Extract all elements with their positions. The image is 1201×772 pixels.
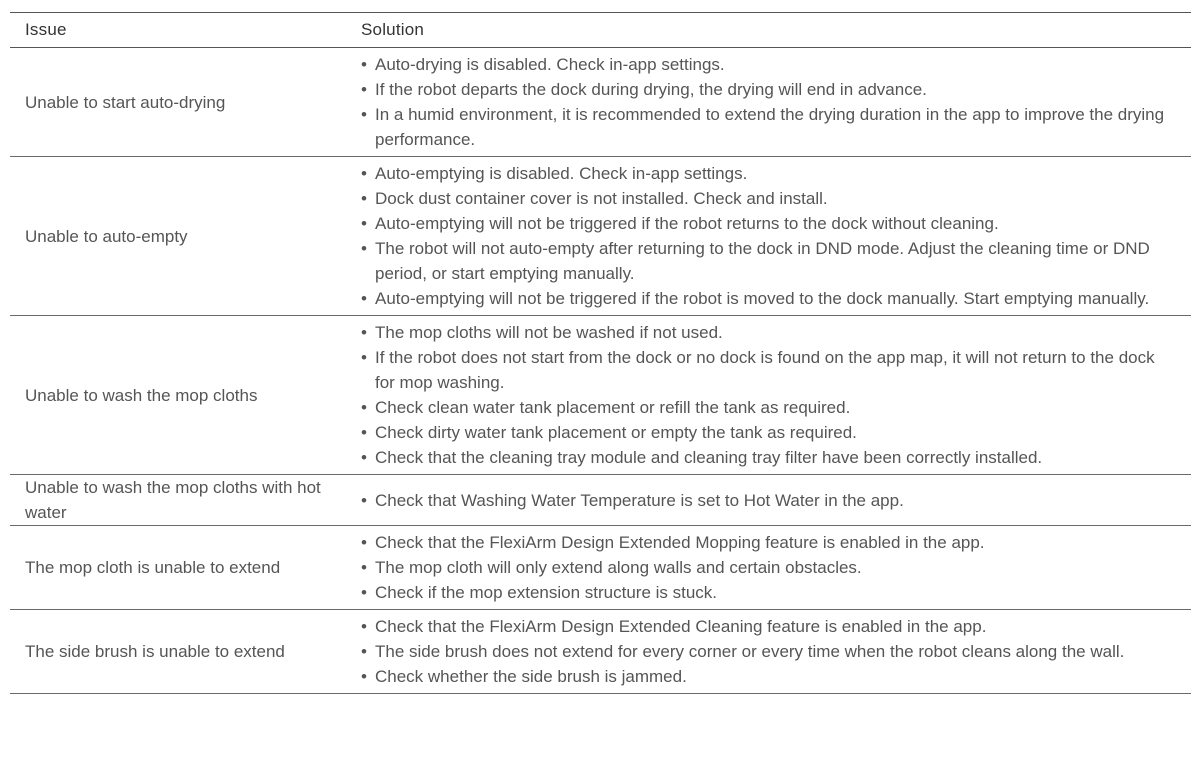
solution-item: • The mop cloths will not be washed if not used. — [361, 320, 1175, 345]
solution-cell — [346, 48, 1191, 157]
solution-item: • In a humid environment, it is recommended to extend the drying duration in the app to improve the drying performance. — [361, 102, 1175, 152]
issue-column-header: Issue — [10, 13, 346, 48]
solution-item: • Auto-drying is disabled. Check in-app settings. — [361, 52, 1175, 77]
troubleshooting-table — [10, 12, 1191, 694]
solution-item: • Check that Washing Water Temperature is set to Hot Water in the app. — [361, 488, 1175, 513]
issue-cell: Unable to start auto-drying — [10, 48, 346, 157]
issue-cell: Unable to auto-empty — [10, 157, 346, 316]
solution-list — [361, 614, 1175, 689]
table-row — [10, 157, 1191, 316]
issue-cell: The side brush is unable to extend — [10, 610, 346, 694]
solution-item: • Dock dust container cover is not installed. Check and install. — [361, 186, 1175, 211]
solution-cell — [346, 316, 1191, 475]
issue-cell: The mop cloth is unable to extend — [10, 526, 346, 610]
solution-item: • Auto-emptying will not be triggered if the robot is moved to the dock manually. Start emptying manually. — [361, 286, 1175, 311]
solution-list — [361, 530, 1175, 605]
solution-column-header: Solution — [346, 13, 1191, 48]
solution-item: • Check that the FlexiArm Design Extended Cleaning feature is enabled in the app. — [361, 614, 1175, 639]
troubleshooting-table-container — [10, 12, 1191, 694]
solution-list — [361, 52, 1175, 152]
solution-item: • Auto-emptying is disabled. Check in-app settings. — [361, 161, 1175, 186]
solution-item: • The side brush does not extend for every corner or every time when the robot cleans along the wall. — [361, 639, 1175, 664]
solution-item: • Check that the FlexiArm Design Extended Mopping feature is enabled in the app. — [361, 530, 1175, 555]
solution-item: • If the robot departs the dock during drying, the drying will end in advance. — [361, 77, 1175, 102]
table-body — [10, 48, 1191, 694]
solution-item: • If the robot does not start from the dock or no dock is found on the app map, it will not return to the dock for mop washing. — [361, 345, 1175, 395]
table-row — [10, 316, 1191, 475]
solution-item: • Check dirty water tank placement or empty the tank as required. — [361, 420, 1175, 445]
table-row — [10, 475, 1191, 526]
solution-cell — [346, 610, 1191, 694]
solution-cell — [346, 157, 1191, 316]
solution-list — [361, 161, 1175, 311]
solution-item: • The robot will not auto-empty after returning to the dock in DND mode. Adjust the cleaning time or DND period, or start emptying manually. — [361, 236, 1175, 286]
table-row — [10, 48, 1191, 157]
issue-cell: Unable to wash the mop cloths with hot water — [10, 475, 346, 526]
solution-item: • Check whether the side brush is jammed. — [361, 664, 1175, 689]
solution-list — [361, 320, 1175, 470]
solution-cell — [346, 526, 1191, 610]
solution-item: • Check that the cleaning tray module and cleaning tray filter have been correctly installed. — [361, 445, 1175, 470]
solution-item: • Auto-emptying will not be triggered if the robot returns to the dock without cleaning. — [361, 211, 1175, 236]
table-row — [10, 610, 1191, 694]
table-row — [10, 526, 1191, 610]
solution-list — [361, 488, 1175, 513]
solution-cell — [346, 475, 1191, 526]
table-header-row — [10, 13, 1191, 48]
solution-item: • Check if the mop extension structure is stuck. — [361, 580, 1175, 605]
issue-cell: Unable to wash the mop cloths — [10, 316, 346, 475]
table-header — [10, 13, 1191, 48]
solution-item: • The mop cloth will only extend along walls and certain obstacles. — [361, 555, 1175, 580]
solution-item: • Check clean water tank placement or refill the tank as required. — [361, 395, 1175, 420]
